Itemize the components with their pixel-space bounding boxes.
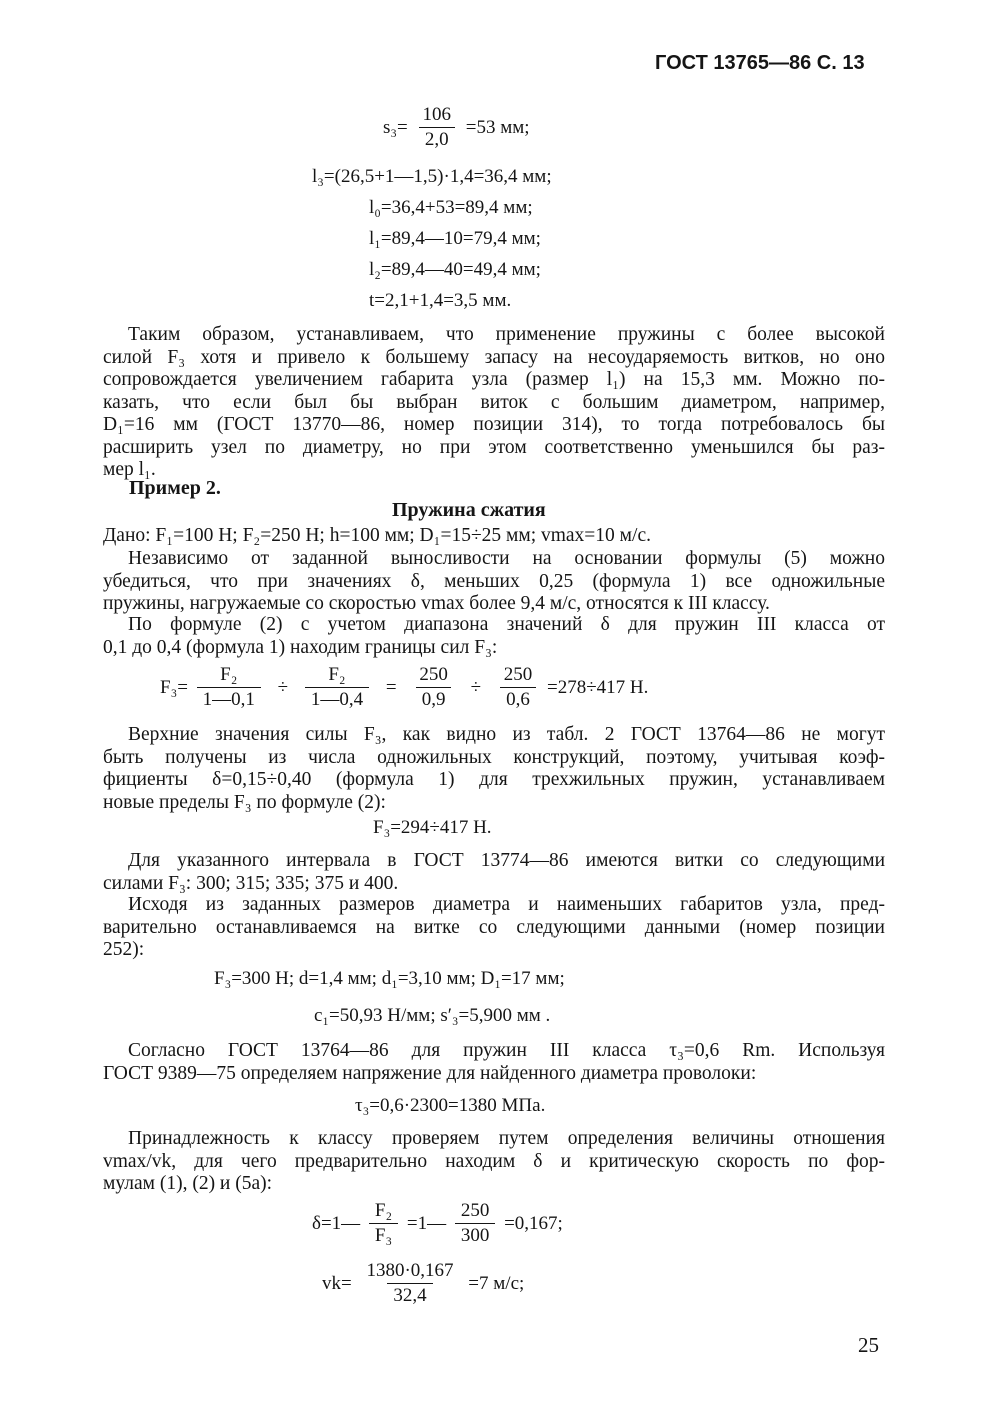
paragraph-conclusion [103,324,885,482]
text-line: сопровождается увеличением габарита узла (размер l₁) на 15,3 мм. Можно по- [103,369,885,390]
denominator: 0,6 [500,687,536,711]
formula-l3: l₃=(26,5+1—1,5)·1,4=36,4 мм; [312,166,552,187]
text-line: Таким образом, устанавливаем, что применение пружины с более высокой [128,324,885,345]
text-line: 0,1 до 0,4 (формула 1) находим границы сил F₃: [103,636,498,658]
numerator: F₂ [374,1200,393,1221]
text-line: мер l₁. [103,459,156,480]
page-header: ГОСТ 13765—86 С. 13 [655,52,865,74]
fraction [369,1200,398,1247]
formula-delta [312,1200,563,1247]
numerator: 250 [460,1200,490,1221]
text-line: расширить узел по диаметру, но при этом соответственно уменьшился бы раз- [103,436,885,458]
formula-f3-bounds [160,664,648,711]
formula-spring-data-2: c₁=50,93 Н/мм; s′₃=5,900 мм . [314,1005,551,1026]
fraction [498,664,539,711]
text-line: 252): [103,939,145,960]
text-line: быть получены из числа одножильных конструкций, поэтому, учитывая коэф- [103,746,885,768]
formula-l0: l₀=36,4+53=89,4 мм; [369,197,533,218]
denominator: 1—0,4 [305,687,369,711]
text-line: Согласно ГОСТ 13764—86 для пружин III класса τ₃=0,6 Rm. Используя [128,1040,885,1061]
text-line: новые пределы F₃ по формуле (2): [103,791,386,813]
formula-t: t=2,1+1,4=3,5 мм. [369,290,512,311]
paragraph-interval [103,850,885,895]
page-number: 25 [858,1333,879,1357]
paragraph-stress [103,1040,885,1085]
denominator: F₃ [369,1223,398,1247]
delta-lhs: δ=1— [312,1212,361,1234]
text-line: силой F₃ хотя и привело к большему запасу на несоударяемость витков, но оно [103,346,885,368]
text-line: vmax/vk, для чего предварительно находим δ и критическую скорость по фор- [103,1150,885,1172]
formula-f3-range: F₃=294÷417 Н. [373,817,492,838]
text-line: казать, что если был бы выбран виток с большим диаметром, например, [103,391,885,413]
denominator: 1—0,1 [197,687,261,711]
s3-fraction [416,104,457,151]
s3-rhs: =53 мм; [465,116,530,138]
paragraph-upper-values [103,724,885,814]
divide-sign: ÷ [277,676,289,698]
text-line: Для указанного интервала в ГОСТ 13774—86 имеются витки со следующими [128,850,885,871]
text-line: D₁=16 мм (ГОСТ 13770—86, номер позиции 314), то тогда потребовалось бы [103,414,885,435]
text-line: Исходя из заданных размеров диаметра и наименьших габаритов узла, пред- [128,894,885,915]
denominator: 300 [455,1223,496,1247]
fraction [360,1260,459,1307]
numerator: 250 [503,664,533,685]
text-line: убедиться, что при значениях δ, меньших 0,25 (формула 1) все одножильные [103,570,885,592]
formula-l1: l₁=89,4—10=79,4 мм; [369,228,541,249]
paragraph-velocity [103,548,885,616]
text-line: Принадлежность к классу проверяем путем определения величины отношения [128,1128,885,1149]
text-line: Верхние значения силы F₃, как видно из табл. 2 ГОСТ 13764—86 не могут [128,724,885,745]
text-line: ГОСТ 9389—75 определяем напряжение для найденного диаметра проволоки: [103,1062,757,1084]
fraction [305,664,369,711]
equals-sign: = [385,676,397,698]
text-line: пружины, нагружаемые со скоростью vmax более 9,4 м/с, относятся к III классу. [103,593,770,614]
divide-sign: ÷ [470,676,481,698]
formula-tau: τ₃=0,6·2300=1380 МПа. [355,1095,546,1116]
denominator: 0,9 [416,687,452,711]
formula-l2: l₂=89,4—40=49,4 мм; [369,259,541,280]
formula-vk [322,1260,524,1307]
section-heading: Пружина сжатия [392,499,546,521]
numerator: 250 [419,664,448,685]
vk-rhs: =7 м/с; [468,1272,525,1294]
given-data: Дано: F₁=100 Н; F₂=250 Н; h=100 мм; D₁=15÷25 мм; vmax=10 м/с. [103,525,651,546]
paragraph-class-check [103,1128,885,1196]
example-label: Пример 2. [129,477,221,499]
delta-rhs: =0,167; [504,1212,563,1234]
text-line: фициенты δ=0,15÷0,40 (формула 1) для трехжильных пружин, устанавливаем [103,769,885,790]
text-line: варительно останавливаемся на витке со следующими данными (номер позиции [103,916,885,938]
text-line: Независимо от заданной выносливости на основании формулы (5) можно [128,548,885,569]
text-line: силами F₃: 300; 315; 335; 375 и 400. [103,872,399,894]
text-line: мулам (1), (2) и (5а): [103,1173,273,1194]
s3-numerator: 106 [422,104,451,125]
f3-rhs: =278÷417 Н. [547,676,649,698]
delta-mid: =1— [406,1212,447,1234]
numerator: 1380·0,167 [366,1260,454,1281]
f3-lhs: F₃= [160,676,188,698]
paragraph-force-range [103,614,885,659]
s3-denominator: 2,0 [419,127,455,151]
numerator: F₂ [328,664,346,685]
numerator: F₂ [220,664,238,685]
fraction [413,664,454,711]
vk-lhs: vk= [322,1272,352,1294]
fraction [455,1200,496,1247]
denominator: 32,4 [387,1283,432,1307]
fraction [197,664,261,711]
formula-spring-data-1: F₃=300 Н; d=1,4 мм; d₁=3,10 мм; D₁=17 мм; [214,968,565,989]
paragraph-selection [103,894,885,962]
text-line: По формуле (2) с учетом диапазона значений δ для пружин III класса от [128,614,885,635]
s3-lhs: s₃= [383,116,408,138]
formula-s3 [383,104,530,151]
